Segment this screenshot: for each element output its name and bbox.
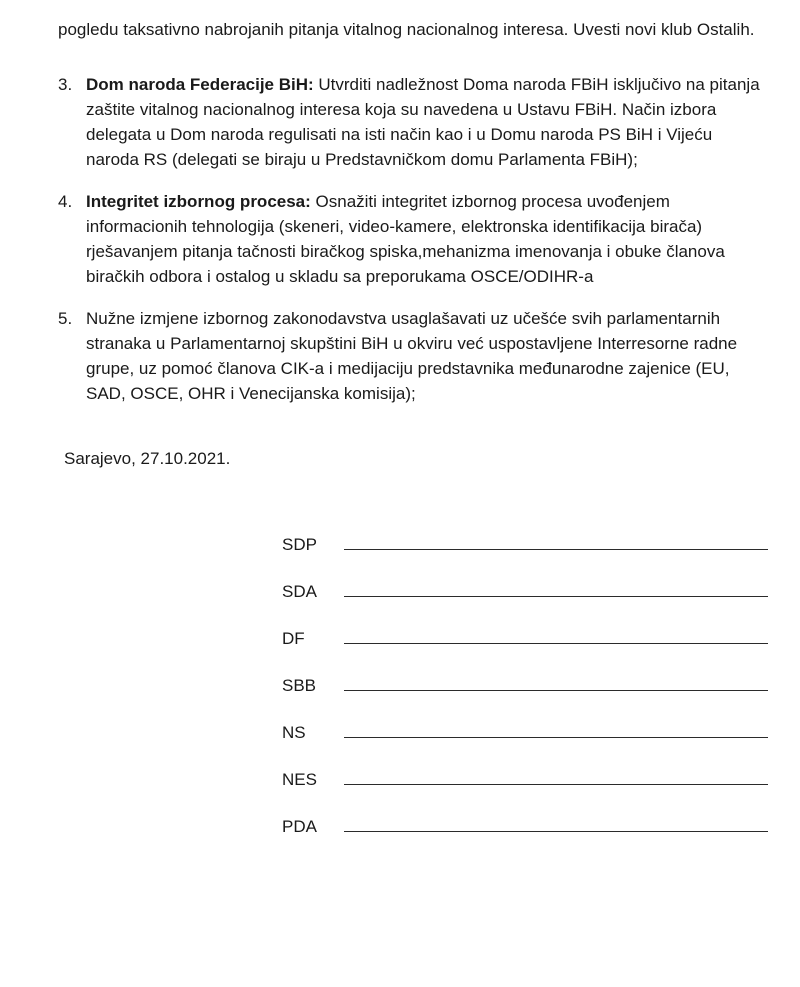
list-item-lead: Integritet izbornog procesa: bbox=[86, 191, 311, 211]
list-item-body bbox=[86, 73, 764, 173]
list-item bbox=[58, 307, 764, 407]
signature-label: SDP bbox=[282, 535, 317, 555]
signature-row bbox=[282, 663, 782, 710]
continued-paragraph: pogledu taksativno nabrojanih pitanja vitalnog nacionalnog interesa. Uvesti novi klub Ostalih. bbox=[58, 20, 755, 39]
signature-line[interactable] bbox=[344, 784, 768, 785]
signature-label: SBB bbox=[282, 676, 317, 696]
signature-line[interactable] bbox=[344, 596, 768, 597]
list-item-marker: 3. bbox=[58, 74, 73, 94]
signature-label: SDA bbox=[282, 582, 317, 602]
document-content bbox=[58, 18, 764, 851]
date-line: Sarajevo, 27.10.2021. bbox=[64, 448, 231, 468]
list-item-text: Nužne izmjene izbornog zakonodavstva usaglašavati uz učešće svih parlamentarnih stranaka u Parlamentarnoj skupštini BiH u okviru već uspostavljene Interresorne radne grupe, uz pomoć članova CIK-a i medijaciju predstavnika međunarodne zajenice (EU, SAD, OSCE, OHR i Venecijanska komisija); bbox=[86, 308, 738, 403]
signature-label: DF bbox=[282, 629, 305, 649]
signature-label: NS bbox=[282, 723, 306, 743]
signature-row bbox=[282, 710, 782, 757]
list-item bbox=[58, 190, 764, 290]
signature-line[interactable] bbox=[344, 831, 768, 832]
signature-row bbox=[282, 804, 782, 851]
signature-row bbox=[282, 616, 782, 663]
list-item-marker: 5. bbox=[58, 308, 73, 328]
signature-label: PDA bbox=[282, 817, 317, 837]
signature-block bbox=[282, 522, 782, 851]
signature-label: NES bbox=[282, 770, 317, 790]
signature-line[interactable] bbox=[344, 690, 768, 691]
list-item bbox=[58, 73, 764, 173]
signature-row bbox=[282, 757, 782, 804]
list-item-text: Osnažiti integritet izbornog procesa uvođenjem informacionih tehnologija (skeneri, video-kamere, elektronska identifikacija birača) rješavanjem pitanja tačnosti biračkog spiska,mehanizma imenovanja i obuke članova biračkih odbora i ostalog u skladu sa preporukama OSCE/ODIHR-a bbox=[86, 191, 725, 286]
signature-row bbox=[282, 522, 782, 569]
list-item-lead: Dom naroda Federacije BiH: bbox=[86, 74, 314, 94]
signature-line[interactable] bbox=[344, 737, 768, 738]
signature-row bbox=[282, 569, 782, 616]
signature-line[interactable] bbox=[344, 643, 768, 644]
list-item-body bbox=[86, 190, 764, 290]
list-item-marker: 4. bbox=[58, 191, 73, 211]
list-item-text: Utvrditi nadležnost Doma naroda FBiH isključivo na pitanja zaštite vitalnog nacionalnog interesa koja su navedena u Ustavu FBiH. Način izbora delegata u Dom naroda regulisati na isti način kao i u Domu naroda PS BiH i Vijeću naroda RS (delegati se biraju u Predstavničkom domu Parlamenta FBiH); bbox=[86, 74, 760, 169]
list-item-body bbox=[86, 307, 764, 407]
signature-line[interactable] bbox=[344, 549, 768, 550]
